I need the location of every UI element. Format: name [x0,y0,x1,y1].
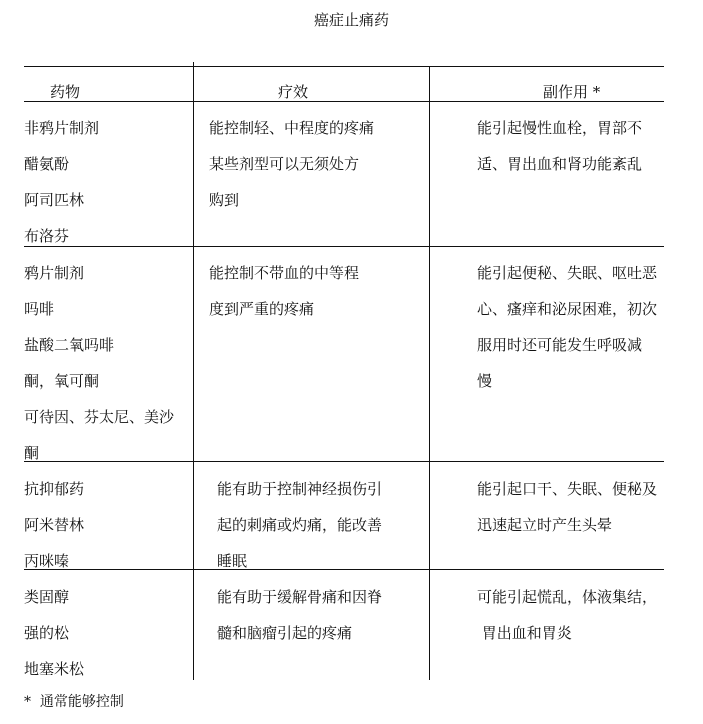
side-effect-line: 慢 [477,372,493,390]
drug-line: 非鸦片制剂 [24,119,100,137]
drug-line: 醋氨酚 [24,155,70,173]
drug-line: 强的松 [24,624,70,642]
side-effect-line: 可能引起慌乱，体液集结， [477,588,658,606]
effect-line: 能控制不带血的中等程 [209,264,360,282]
drug-line: 阿米替林 [24,516,85,534]
side-effect-cell [477,579,657,651]
drug-line: 类固醇 [24,588,70,606]
side-effect-line: 胃出血和胃炎 [477,624,572,642]
drug-line: 可待因、芬太尼、美沙 [24,408,175,426]
side-effect-line: 心、瘙痒和泌尿困难，初次 [477,300,658,318]
effect-cell [217,471,382,579]
drug-line: 盐酸二氧吗啡 [24,336,115,354]
drug-line: 阿司匹林 [24,191,85,209]
footnote: * 通常能够控制 [24,694,124,710]
column-rule [429,66,430,680]
header-side-effect: 副作用 * [543,83,601,101]
side-effect-line: 迅速起立时产生头晕 [477,516,613,534]
effect-line: 髓和脑瘤引起的疼痛 [217,624,353,642]
header-drug: 药物 [50,83,81,101]
side-effect-line: 能引起便秘、失眠、呕吐恶 [477,264,658,282]
header-effect: 疗效 [278,83,309,101]
drug-cell [24,255,174,471]
effect-cell [217,579,382,651]
side-effect-cell [477,110,642,182]
effect-line: 度到严重的疼痛 [209,300,315,318]
effect-line: 能有助于控制神经损伤引 [217,480,383,498]
side-effect-line: 服用时还可能发生呼吸减 [477,336,643,354]
drug-line: 鸦片制剂 [24,264,85,282]
column-rule [193,62,194,680]
drug-line: 酮 [24,444,40,462]
drug-line: 抗抑郁药 [24,480,85,498]
effect-line: 某些剂型可以无须处方 [209,155,360,173]
drug-line: 酮，氧可酮 [24,372,100,390]
row-rule [24,246,664,247]
drug-table [24,66,664,680]
effect-cell [209,110,374,218]
effect-line: 能控制轻、中程度的疼痛 [209,119,375,137]
effect-line: 睡眠 [217,552,248,570]
table-top-rule [24,66,664,67]
drug-line: 布洛芬 [24,227,70,245]
drug-line: 地塞米松 [24,660,85,678]
effect-line: 能有助于缓解骨痛和因脊 [217,588,383,606]
drug-line: 吗啡 [24,300,55,318]
side-effect-line: 能引起口干、失眠、便秘及 [477,480,658,498]
drug-cell [24,471,84,579]
side-effect-cell [477,471,657,543]
page-title: 癌症止痛药 [313,11,389,29]
side-effect-line: 适、胃出血和肾功能紊乱 [477,155,643,173]
side-effect-cell [477,255,657,399]
effect-line: 起的刺痛或灼痛，能改善 [217,516,383,534]
side-effect-line: 能引起慢性血栓，胃部不 [477,119,643,137]
drug-line: 丙咪嗪 [24,552,70,570]
effect-line: 购到 [209,191,240,209]
drug-cell [24,110,99,254]
drug-cell [24,579,84,687]
effect-cell [209,255,359,327]
